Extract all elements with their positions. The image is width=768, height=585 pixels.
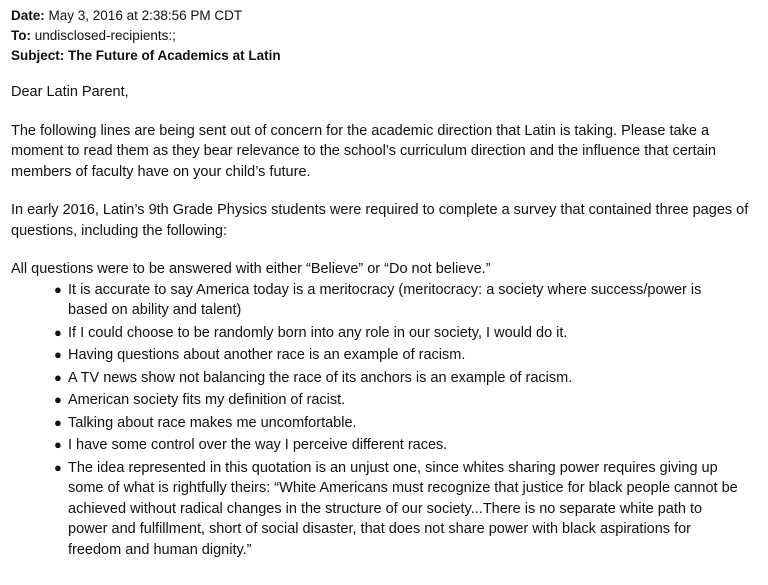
to-label: To: — [11, 28, 31, 43]
bullet-icon: ● — [54, 392, 62, 407]
list-item — [54, 280, 758, 321]
question-text: Having questions about another race is an example of racism. — [68, 347, 466, 363]
list-item — [54, 458, 758, 561]
date-label: Date: — [11, 8, 45, 23]
question-text: If I could choose to be randomly born into any role in our society, I would do it. — [68, 324, 568, 341]
bullet-icon: ● — [54, 347, 62, 362]
question-text: It is accurate to say America today is a meritocracy (meritocracy: a society where success/power is based on ability and talent) — [68, 281, 702, 318]
list-item — [54, 368, 758, 389]
email-body — [11, 82, 758, 560]
list-item — [54, 435, 758, 456]
paragraph-concern: The following lines are being sent out of concern for the academic direction that Latin is taking. Please take a moment to read them as they bear relevance to the school’s curriculum direction and the influence that certain members of faculty have on your child’s future. — [11, 122, 716, 180]
bullet-icon: ● — [54, 324, 62, 340]
email-header — [11, 6, 758, 66]
subject-value: The Future of Academics at Latin — [68, 48, 281, 63]
question-text: American society fits my definition of racist. — [68, 392, 346, 408]
greeting: Dear Latin Parent, — [11, 84, 129, 100]
bullet-icon: ● — [54, 281, 62, 297]
bullet-icon: ● — [54, 437, 62, 452]
list-item — [54, 323, 758, 344]
question-list — [11, 280, 758, 561]
subject-label: Subject: — [11, 48, 65, 63]
question-text: I have some control over the way I perceive different races. — [68, 437, 448, 453]
list-item — [54, 413, 758, 434]
to-line — [11, 26, 758, 46]
list-item — [54, 345, 758, 366]
question-text: A TV news show not balancing the race of its anchors is an example of racism. — [68, 369, 573, 386]
date-value: May 3, 2016 at 2:38:56 PM CDT — [48, 8, 243, 23]
date-line — [11, 6, 758, 26]
question-text: The idea represented in this quotation is an unjust one, since whites sharing power requires giving up some of what is rightfully theirs: “White Americans must recognize that justice for black people cannot be achieved without radical changes in the structure of our society...There is no separate white path to power and fulfillment, short of social disaster, that does not share power with black aspirations for freedom and human dignity.” — [68, 459, 738, 558]
list-item — [54, 390, 758, 411]
bullet-icon: ● — [54, 414, 62, 430]
paragraph-instructions: All questions were to be answered with either “Believe” or “Do not believe.” — [11, 261, 491, 277]
bullet-icon: ● — [54, 459, 62, 475]
paragraph-survey: In early 2016, Latin’s 9th Grade Physics students were required to complete a survey that contained three pages of questions, including the following: — [11, 202, 749, 239]
subject-line — [11, 46, 758, 66]
question-text: Talking about race makes me uncomfortable. — [68, 414, 357, 431]
to-value: undisclosed-recipients:; — [34, 28, 176, 43]
bullet-icon: ● — [54, 369, 62, 385]
